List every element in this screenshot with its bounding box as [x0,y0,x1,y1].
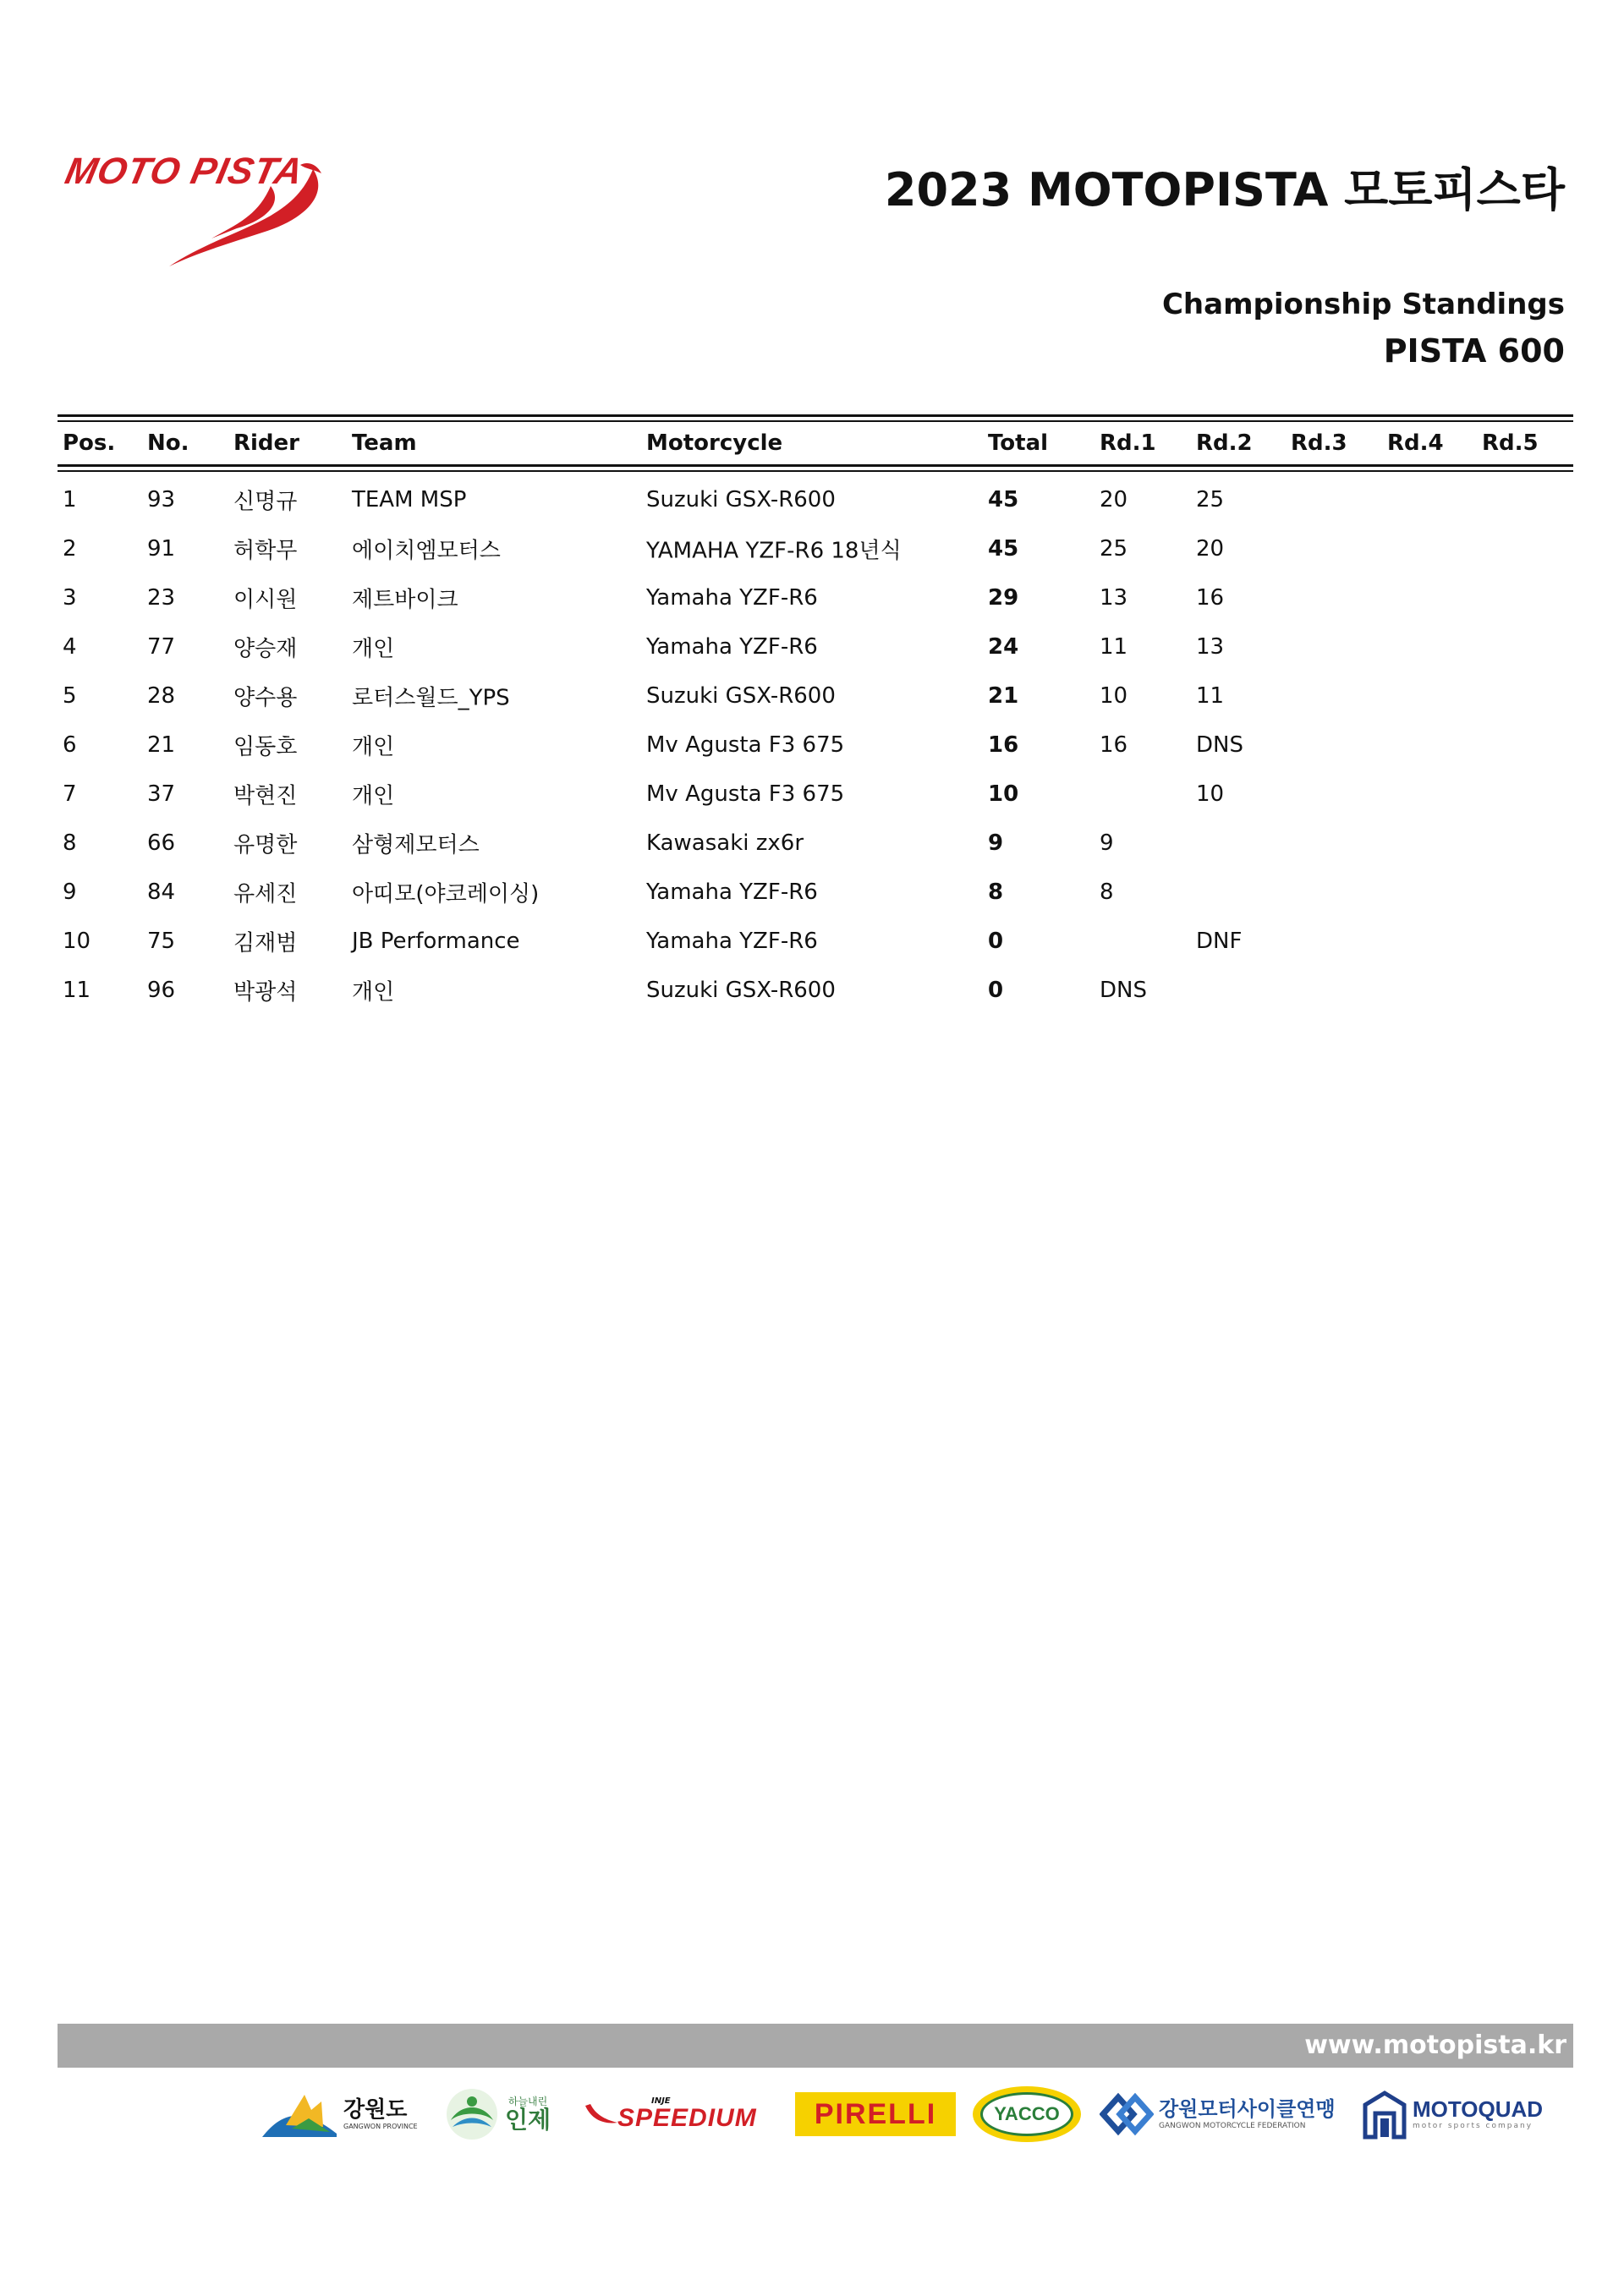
pirelli-label: PIRELLI [814,2097,937,2130]
col-header-no: No. [147,430,189,456]
cell-motorcycle: Suzuki GSX-R600 [646,683,836,709]
class-subtitle: PISTA 600 [1383,332,1565,370]
col-header-rd4: Rd.4 [1387,430,1444,456]
sponsor-gangwon [262,2080,423,2148]
table-row [58,868,1573,917]
col-header-rd3: Rd.3 [1291,430,1347,456]
cell-team: 로터스월드_YPS [352,685,510,711]
cell-total: 16 [988,732,1019,758]
cell-rider: 양승재 [233,636,298,662]
cell-rider: 박현진 [233,783,298,809]
footer-url[interactable]: www.motopista.kr [1304,2030,1566,2060]
inje-label: 인제 [505,2106,551,2134]
table-row [58,622,1573,671]
table-row [58,770,1573,819]
cell-rd1: 20 [1100,487,1128,512]
cell-motorcycle: YAMAHA YZF-R6 18년식 [646,538,902,564]
cell-motorcycle: Mv Agusta F3 675 [646,781,845,807]
cell-no: 77 [147,634,176,660]
cell-rider: 이시원 [233,587,298,613]
cell-pos: 10 [63,929,91,954]
cell-no: 93 [147,487,176,512]
cell-total: 29 [988,585,1019,611]
speedium-label: SPEEDIUM [617,2104,757,2132]
cell-pos: 7 [63,781,77,807]
cell-motorcycle: Yamaha YZF-R6 [646,879,818,905]
col-header-rider: Rider [233,430,299,456]
cell-no: 37 [147,781,176,807]
cell-motorcycle: Mv Agusta F3 675 [646,732,845,758]
col-header-total: Total [988,430,1049,456]
cell-rd1: DNS [1100,978,1147,1003]
cell-total: 10 [988,781,1019,807]
sponsor-speedium [584,2080,778,2148]
cell-team: 제트바이크 [352,587,458,613]
cell-rider: 유명한 [233,832,298,858]
cell-rd2: 25 [1196,487,1225,512]
cell-rd1: 9 [1100,830,1114,856]
col-header-team: Team [352,430,417,456]
federation-sublabel: GANGWON MOTORCYCLE FEDERATION [1159,2121,1306,2130]
cell-no: 66 [147,830,176,856]
table-header-rule [58,464,1573,467]
col-header-motorcycle: Motorcycle [646,430,783,456]
table-row [58,966,1573,1015]
cell-team: 개인 [352,636,395,662]
cell-rd1: 25 [1100,536,1128,562]
cell-rider: 박광석 [233,979,298,1006]
cell-team: 개인 [352,734,395,760]
cell-rider: 유세진 [233,881,298,907]
cell-motorcycle: Suzuki GSX-R600 [646,487,836,512]
cell-no: 91 [147,536,176,562]
sponsor-strip [254,2080,1573,2156]
cell-team: 삼형제모터스 [352,832,480,858]
cell-rd2: 11 [1196,683,1225,709]
sponsor-pirelli [795,2080,956,2148]
cell-no: 21 [147,732,176,758]
cell-rider: 임동호 [233,734,298,760]
cell-rd2: 16 [1196,585,1225,611]
cell-pos: 9 [63,879,77,905]
cell-rd1: 16 [1100,732,1128,758]
cell-motorcycle: Kawasaki zx6r [646,830,804,856]
cell-motorcycle: Suzuki GSX-R600 [646,978,836,1003]
cell-pos: 5 [63,683,77,709]
sponsor-federation [1100,2080,1345,2148]
standings-table [58,414,1573,1015]
cell-rider: 허학무 [233,538,298,564]
cell-total: 0 [988,978,1004,1003]
motoquad-label: MOTOQUAD [1413,2096,1544,2122]
cell-total: 8 [988,879,1004,905]
yacco-logo [973,2086,1081,2142]
cell-no: 75 [147,929,176,954]
cell-rd1: 11 [1100,634,1128,660]
speedium-swoosh-icon [584,2097,617,2131]
table-body [58,472,1573,1015]
sponsor-motoquad [1362,2080,1556,2148]
table-row [58,671,1573,721]
cell-total: 9 [988,830,1004,856]
speedium-small-label: INJE [651,2096,671,2106]
cell-team: 아띠모(야코레이싱) [352,881,540,907]
cell-pos: 11 [63,978,91,1003]
cell-pos: 2 [63,536,77,562]
cell-no: 28 [147,683,176,709]
inje-small-label: 하늘내린 [508,2096,548,2107]
cell-rd1: 13 [1100,585,1128,611]
cell-team: JB Performance [352,929,520,954]
sponsor-yacco [973,2080,1083,2148]
cell-motorcycle: Yamaha YZF-R6 [646,634,818,660]
cell-team: 에이치엠모터스 [352,538,501,564]
gangwon-mountain-icon [262,2085,338,2144]
cell-total: 45 [988,487,1019,512]
table-header-row [58,422,1573,464]
motoquad-building-icon [1362,2088,1407,2140]
standings-subtitle: Championship Standings [1161,288,1565,321]
cell-rd2: 20 [1196,536,1225,562]
cell-rd1: 8 [1100,879,1114,905]
table-row [58,917,1573,966]
col-header-rd5: Rd.5 [1482,430,1539,456]
cell-total: 24 [988,634,1019,660]
pirelli-logo [795,2092,956,2136]
cell-pos: 8 [63,830,77,856]
table-row [58,475,1573,524]
cell-rd1: 10 [1100,683,1128,709]
cell-rd2: 10 [1196,781,1225,807]
cell-team: TEAM MSP [352,487,467,512]
table-row [58,573,1573,622]
cell-rd2: DNS [1196,732,1243,758]
cell-rider: 김재범 [233,930,298,956]
col-header-pos: Pos. [63,430,116,456]
motopista-logo [59,144,330,271]
cell-rd2: DNF [1196,929,1243,954]
logo-text: MOTO PISTA [61,151,308,192]
cell-no: 23 [147,585,176,611]
cell-team: 개인 [352,783,395,809]
motoquad-sublabel: motor sports company [1413,2122,1533,2130]
col-header-rd1: Rd.1 [1100,430,1156,456]
gangwon-label: 강원도 [343,2096,408,2123]
col-header-rd2: Rd.2 [1196,430,1253,456]
cell-total: 0 [988,929,1004,954]
inje-leaf-icon [444,2086,500,2142]
page-title: 2023 MOTOPISTA 모토피스타 [884,163,1565,216]
cell-total: 21 [988,683,1019,709]
yacco-label: YACCO [994,2103,1060,2124]
federation-diamond-icon [1100,2091,1154,2138]
cell-pos: 1 [63,487,77,512]
cell-no: 84 [147,879,176,905]
cell-no: 96 [147,978,176,1003]
cell-pos: 6 [63,732,77,758]
cell-motorcycle: Yamaha YZF-R6 [646,585,818,611]
table-top-rule [58,414,1573,417]
cell-rider: 신명규 [233,489,298,515]
cell-motorcycle: Yamaha YZF-R6 [646,929,818,954]
cell-rd2: 13 [1196,634,1225,660]
cell-pos: 3 [63,585,77,611]
footer-bar [58,2024,1573,2068]
table-row [58,819,1573,868]
cell-pos: 4 [63,634,77,660]
gangwon-sublabel: GANGWON PROVINCE [343,2122,418,2130]
sponsor-inje [444,2080,562,2148]
cell-team: 개인 [352,979,395,1006]
table-row [58,524,1573,573]
cell-total: 45 [988,536,1019,562]
federation-label: 강원모터사이클연맹 [1159,2096,1336,2121]
table-row [58,721,1573,770]
cell-rider: 양수용 [233,685,298,711]
